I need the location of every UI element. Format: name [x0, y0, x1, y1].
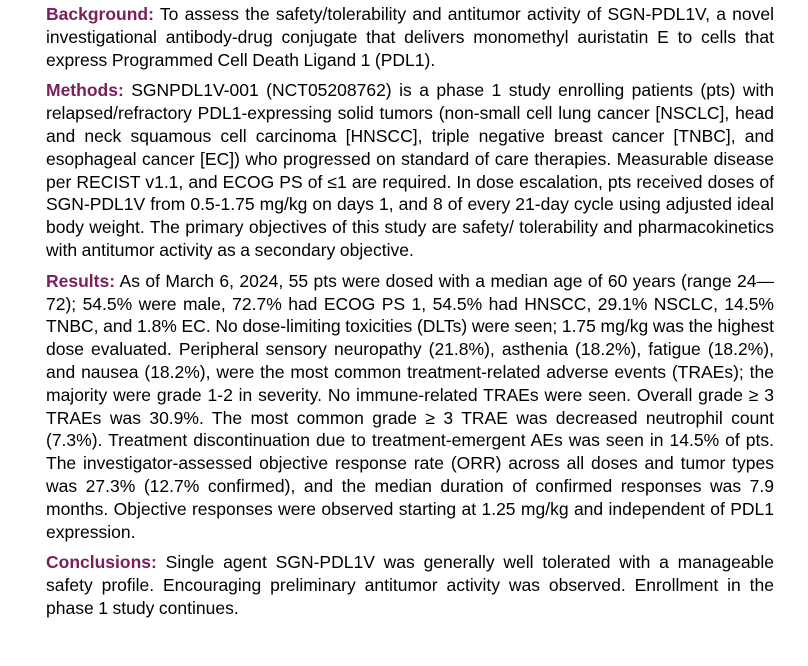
methods-text: SGNPDL1V-001 (NCT05208762) is a phase 1 study enrolling patients (pts) with relapsed/refractory PDL1-expressing solid tumors (non-small cell lung cancer [NSCLC], head and neck squamous cell carcinoma [HNSCC], triple negative breast cancer [TNBC], and esophageal cancer [EC]) who progressed on standard of care therapies. Measurable disease per RECIST v1.1, and ECOG PS of ≤1 are required. In dose escalation, pts received doses of SGN-PDL1V from 0.5-1.75 mg/kg on days 1, and 8 of every 21-day cycle using adjusted ideal body weight. The primary objectives of this study are safety/ tolerability and pharmacokinetics with antitumor activity as a secondary objective.: [46, 80, 774, 260]
results-heading: Results:: [46, 270, 116, 291]
results-section: [46, 270, 774, 544]
background-section: [46, 0, 774, 71]
results-text: As of March 6, 2024, 55 pts were dosed with a median age of 60 years (range 24—72); 54.5% were male, 72.7% had ECOG PS 1, 54.5% had HNSCC, 29.1% NSCLC, 14.5% TNBC, and 1.8% EC. No dose-limiting toxicities (DLTs) were seen; 1.75 mg/kg was the highest dose evaluated. Peripheral sensory neuropathy (21.8%), asthenia (18.2%), fatigue (18.2%), and nausea (18.2%), were the most common treatment-related adverse events (TRAEs); the majority were grade 1-2 in severity. No immune-related TRAEs were seen. Overall grade ≥ 3 TRAEs was 30.9%. The most common grade ≥ 3 TRAE was decreased neutrophil count (7.3%). Treatment discontinuation due to treatment-emergent AEs was seen in 14.5% of pts. The investigator-assessed objective response rate (ORR) across all doses and tumor types was 27.3% (12.7% confirmed), and the median duration of confirmed responses was 7.9 months. Objective responses were observed starting at 1.25 mg/kg and independent of PDL1 expression.: [46, 270, 774, 542]
background-heading: Background:: [46, 4, 154, 24]
abstract: [46, 0, 774, 620]
conclusions-heading: Conclusions:: [46, 552, 157, 573]
methods-section: [46, 79, 774, 261]
conclusions-text: Single agent SGN-PDL1V was generally well tolerated with a manageable safety profile. Encouraging preliminary antitumor activity was observed. Enrollment in the phase 1 study continues.: [46, 552, 774, 618]
conclusions-section: [46, 551, 774, 619]
background-text: To assess the safety/tolerability and antitumor activity of SGN-PDL1V, a novel investigational antibody-drug conjugate that delivers monomethyl auristatin E to cells that express Programmed Cell Death Ligand 1 (PDL1).: [46, 4, 774, 70]
methods-heading: Methods:: [46, 80, 124, 101]
